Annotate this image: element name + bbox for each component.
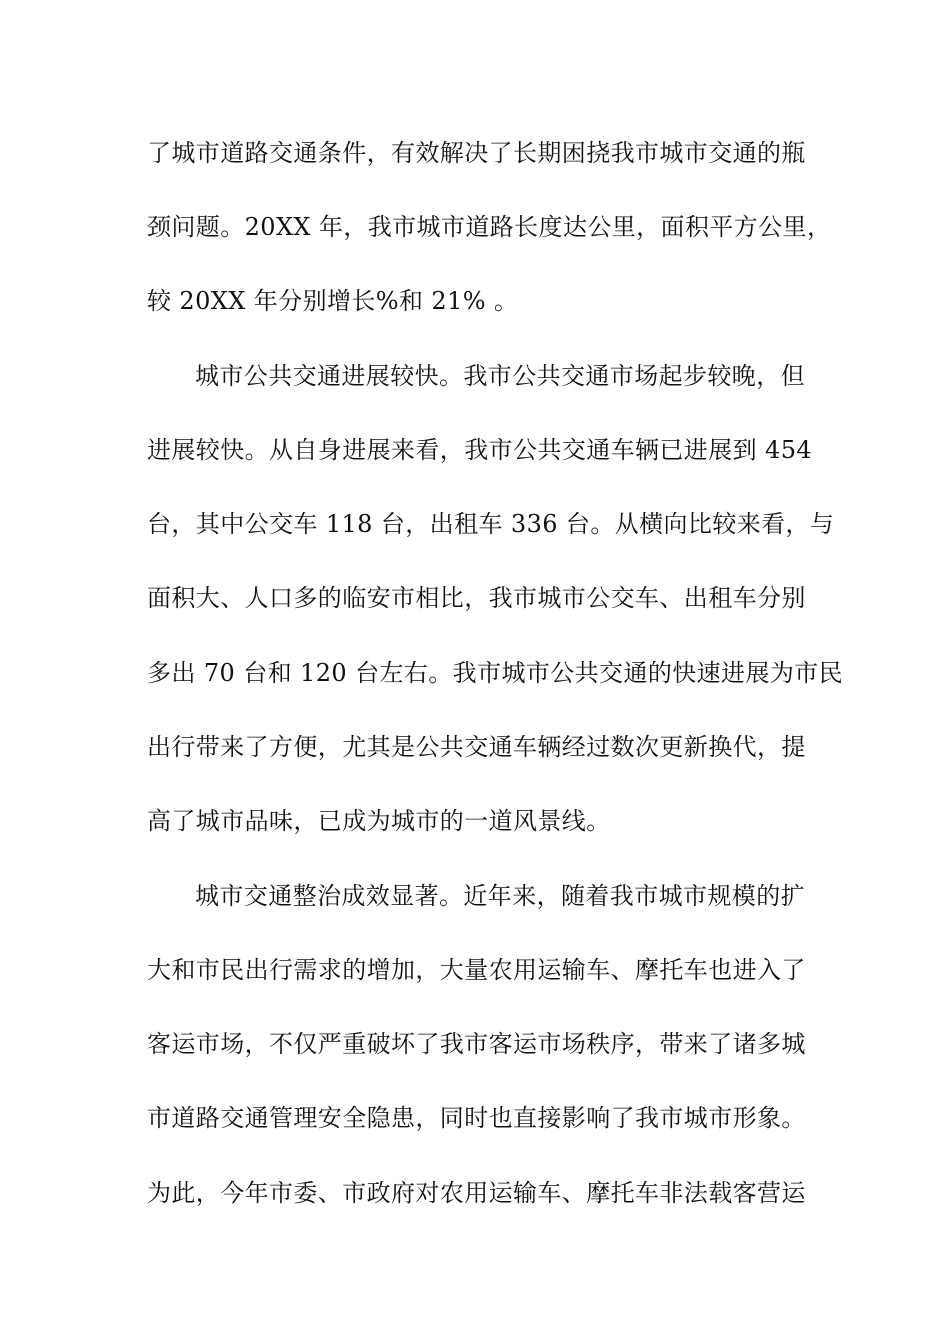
text-line: 面积大、人口多的临安市相比，我市城市公交车、出租车分别 — [147, 584, 806, 612]
text-line: 了城市道路交通条件，有效解决了长期困挠我市城市交通的瓶 — [147, 139, 806, 167]
text-line: 大和市民出行需求的增加，大量农用运输车、摩托车也进入了 — [147, 956, 806, 984]
text-line: 高了城市品味，已成为城市的一道风景线。 — [147, 807, 611, 835]
text-line: 颈问题。20XX 年，我市城市道路长度达公里，面积平方公里， — [147, 213, 832, 241]
text-line: 出行带来了方便，尤其是公共交通车辆经过数次更新换代，提 — [147, 733, 806, 761]
text-line: 台，其中公交车 118 台，出租车 336 台。从横向比较来看，与 — [147, 510, 835, 538]
text-line: 多出 70 台和 120 台左右。我市城市公共交通的快速进展为市民 — [147, 659, 844, 687]
paragraph-first-line: 城市交通整治成效显著。近年来，随着我市城市规模的扩 — [195, 882, 805, 910]
paragraph-first-line: 城市公共交通进展较快。我市公共交通市场起步较晚，但 — [195, 362, 805, 390]
text-line: 客运市场，不仅严重破坏了我市客运市场秩序，带来了诸多城 — [147, 1030, 806, 1058]
text-line: 市道路交通管理安全隐患，同时也直接影响了我市城市形象。 — [147, 1104, 806, 1132]
text-line: 为此，今年市委、市政府对农用运输车、摩托车非法载客营运 — [147, 1179, 806, 1207]
text-line: 进展较快。从自身进展来看，我市公共交通车辆已进展到 454 — [147, 436, 813, 464]
text-line: 较 20XX 年分别增长%和 21% 。 — [147, 287, 519, 315]
